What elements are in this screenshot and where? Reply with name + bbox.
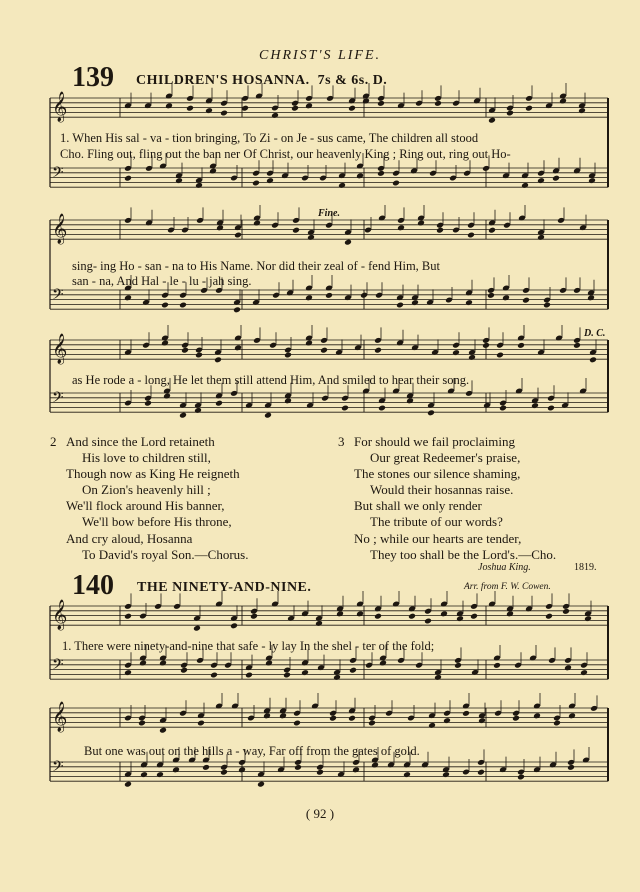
- note-head: [378, 405, 386, 412]
- note-head: [564, 664, 572, 671]
- note-head: [279, 712, 287, 719]
- note-head: [220, 110, 228, 117]
- verse-2-number: 2: [50, 434, 57, 449]
- note-head: [434, 674, 442, 681]
- note-head: [159, 727, 167, 734]
- note-head: [403, 771, 411, 778]
- note-head: [139, 660, 147, 667]
- note-head: [493, 662, 501, 669]
- note-head: [522, 297, 530, 304]
- note-head: [424, 618, 432, 625]
- note-head: [234, 344, 242, 351]
- note-head: [440, 610, 448, 617]
- note-head: [578, 107, 586, 114]
- note-head: [462, 710, 470, 717]
- fine-mark: Fine.: [318, 208, 340, 219]
- note-head: [568, 712, 576, 719]
- note-head: [291, 105, 299, 112]
- verse-line: Though now as King He reigneth: [66, 466, 240, 482]
- note-head: [161, 340, 169, 347]
- note-head: [502, 294, 510, 301]
- note-head: [341, 405, 349, 412]
- note-head: [379, 660, 387, 667]
- note-head: [252, 180, 260, 187]
- hymn-139-lyric-line2-verse: sing- ing Ho - san - na to His Name. Nor did their zeal of - fend Him, But: [72, 259, 440, 273]
- verse-line: Our great Redeemer's praise,: [370, 450, 521, 466]
- verse-line: And cry aloud, Hosanna: [66, 530, 193, 546]
- treble-clef-icon: 𝄞: [52, 600, 68, 630]
- running-head: CHRIST'S LIFE.: [259, 48, 381, 63]
- note-head: [305, 102, 313, 109]
- note-head: [305, 340, 313, 347]
- note-head: [436, 227, 444, 234]
- note-head: [517, 774, 525, 781]
- note-head: [408, 613, 416, 620]
- note-head: [477, 769, 485, 776]
- note-head: [525, 105, 533, 112]
- note-head: [356, 610, 364, 617]
- note-head: [547, 405, 555, 412]
- note-head: [293, 720, 301, 727]
- note-head: [521, 182, 529, 189]
- note-head: [264, 412, 272, 419]
- note-head: [338, 182, 346, 189]
- note-head: [202, 764, 210, 771]
- note-head: [467, 232, 475, 239]
- bass-clef-icon: 𝄢: [52, 286, 64, 307]
- note-head: [465, 299, 473, 306]
- treble-clef-icon: 𝄞: [52, 92, 68, 122]
- note-head: [434, 100, 442, 107]
- note-head: [325, 292, 333, 299]
- note-head: [230, 622, 238, 629]
- hymn-139-lyric-line1-verse: 1. When His sal - va - tion bringing, To Zi - on Je - sus came, The children all stood: [60, 131, 479, 145]
- note-head: [197, 720, 205, 727]
- verse-line: And since the Lord retaineth: [66, 434, 215, 449]
- note-head: [573, 342, 581, 349]
- bass-clef-icon: 𝄢: [52, 656, 64, 677]
- note-head: [336, 610, 344, 617]
- note-head: [265, 660, 273, 667]
- verse-line: But shall we only render: [354, 498, 482, 514]
- note-head: [257, 781, 265, 788]
- note-head: [496, 352, 504, 359]
- note-head: [396, 302, 404, 309]
- note-head: [214, 356, 222, 363]
- note-head: [263, 712, 271, 719]
- verse-line: For should we fail proclaiming: [354, 434, 516, 449]
- note-head: [580, 669, 588, 676]
- note-head: [442, 771, 450, 778]
- note-head: [452, 349, 460, 356]
- verse-line: Would their hosannas raise.: [370, 482, 514, 498]
- note-head: [320, 347, 328, 354]
- note-head: [356, 172, 364, 179]
- note-head: [138, 720, 146, 727]
- note-head: [284, 397, 292, 404]
- note-head: [301, 669, 309, 676]
- hymn-139-title: CHILDREN'S HOSANNA.: [136, 73, 310, 88]
- note-head: [392, 180, 400, 187]
- note-head: [195, 182, 203, 189]
- note-head: [377, 170, 385, 177]
- note-head: [193, 625, 201, 632]
- note-head: [234, 232, 242, 239]
- note-head: [179, 412, 187, 419]
- note-head: [589, 356, 597, 363]
- note-head: [456, 615, 464, 622]
- note-head: [397, 224, 405, 231]
- note-head: [294, 764, 302, 771]
- note-head: [487, 292, 495, 299]
- verse-line: We'll flock around His banner,: [66, 498, 225, 514]
- bass-clef-icon: 𝄢: [52, 758, 64, 779]
- note-head: [428, 722, 436, 729]
- note-head: [124, 669, 132, 676]
- note-head: [283, 672, 291, 679]
- note-head: [545, 613, 553, 620]
- note-head: [552, 175, 560, 182]
- note-head: [506, 110, 514, 117]
- bass-clef-icon: 𝄢: [52, 389, 64, 410]
- note-head: [195, 352, 203, 359]
- hymn-139-lyric-line3: as He rode a - long, He let them still attend Him, And smiled to hear their song.: [72, 373, 470, 387]
- note-head: [163, 393, 171, 400]
- note-head: [533, 712, 541, 719]
- verse-3: [338, 434, 556, 563]
- treble-clef-icon: 𝄞: [52, 214, 68, 244]
- hymn-139-heading: [136, 73, 387, 89]
- hymn-139-number: 139: [72, 62, 114, 93]
- note-head: [374, 347, 382, 354]
- note-head: [587, 294, 595, 301]
- hymn-140-arranger: Arr. from F. W. Cowen.: [464, 582, 551, 592]
- note-head: [194, 407, 202, 414]
- note-head: [584, 615, 592, 622]
- note-head: [374, 613, 382, 620]
- note-head: [427, 409, 435, 416]
- verse-line: On Zion's heavenly hill ;: [82, 482, 211, 498]
- verse-line: They too shall be the Lord's.—Cho.: [370, 546, 557, 562]
- hymn-140-lyric-line2: But one was out on the hills a - way, Far off from the gates of gold.: [84, 744, 420, 758]
- note-head: [271, 112, 279, 119]
- note-head: [349, 667, 357, 674]
- note-head: [144, 400, 152, 407]
- note-head: [250, 613, 258, 620]
- note-head: [181, 347, 189, 354]
- verse-line: To David's royal Son.—Chorus.: [82, 546, 249, 562]
- hymn-139-lyric-line2-chorus: san - na, And Hal - le - lu - jah sing.: [72, 274, 252, 288]
- note-head: [344, 239, 352, 246]
- page-number: ( 92 ): [305, 806, 335, 821]
- note-head: [512, 715, 520, 722]
- note-head: [468, 354, 476, 361]
- note-head: [488, 117, 496, 124]
- note-head: [180, 667, 188, 674]
- note-head: [165, 102, 173, 109]
- note-head: [377, 100, 385, 107]
- hymn-140-lyric-line1: 1. There were ninety-and-nine that safe - ly lay In the shel - ter of the fold;: [62, 639, 435, 653]
- note-head: [333, 674, 341, 681]
- note-head: [307, 234, 315, 241]
- hymn-139-meter: 7s & 6s. D.: [317, 73, 388, 88]
- note-head: [140, 771, 148, 778]
- note-head: [284, 352, 292, 359]
- note-head: [253, 220, 261, 227]
- note-head: [553, 720, 561, 727]
- note-head: [205, 107, 213, 114]
- note-head: [443, 717, 451, 724]
- note-head: [220, 769, 228, 776]
- note-head: [316, 769, 324, 776]
- note-head: [172, 766, 180, 773]
- note-head: [454, 662, 462, 669]
- note-head: [362, 98, 370, 105]
- verse-line: His love to children still,: [82, 450, 211, 466]
- dc-mark: D. C.: [584, 328, 606, 339]
- verse-2: [50, 434, 248, 563]
- note-head: [305, 294, 313, 301]
- note-head: [266, 177, 274, 184]
- note-head: [186, 105, 194, 112]
- hymn-139-author: Joshua King.: [478, 562, 531, 573]
- note-head: [161, 302, 169, 309]
- note-head: [124, 175, 132, 182]
- note-head: [210, 672, 218, 679]
- note-head: [559, 98, 567, 105]
- treble-clef-icon: 𝄞: [52, 334, 68, 364]
- note-head: [371, 762, 379, 769]
- note-head: [179, 302, 187, 309]
- note-head: [478, 717, 486, 724]
- note-head: [233, 306, 241, 313]
- note-head: [406, 397, 414, 404]
- note-head: [499, 405, 507, 412]
- note-head: [215, 400, 223, 407]
- note-head: [352, 766, 360, 773]
- note-head: [209, 168, 217, 175]
- note-head: [417, 220, 425, 227]
- note-head: [315, 620, 323, 627]
- note-head: [562, 608, 570, 615]
- note-head: [588, 177, 596, 184]
- note-head: [488, 227, 496, 234]
- note-head: [537, 177, 545, 184]
- note-head: [124, 294, 132, 301]
- note-head: [156, 771, 164, 778]
- verse-3-number: 3: [338, 434, 345, 449]
- note-head: [411, 299, 419, 306]
- hymn-140-title: THE NINETY-AND-NINE.: [137, 580, 312, 595]
- bass-clef-icon: 𝄢: [52, 164, 64, 185]
- note-head: [537, 234, 545, 241]
- note-head: [543, 302, 551, 309]
- verse-line: We'll bow before His throne,: [82, 514, 232, 530]
- note-head: [175, 177, 183, 184]
- note-head: [124, 781, 132, 788]
- note-head: [124, 613, 132, 620]
- note-head: [329, 715, 337, 722]
- verse-line: No ; while our hearts are tender,: [354, 530, 522, 546]
- note-head: [216, 224, 224, 231]
- note-head: [506, 610, 514, 617]
- note-head: [348, 715, 356, 722]
- note-head: [531, 402, 539, 409]
- note-head: [238, 766, 246, 773]
- note-head: [159, 660, 167, 667]
- hymn-140-number: 140: [72, 570, 114, 601]
- verse-line: The stones our silence shaming,: [354, 466, 521, 482]
- note-head: [567, 764, 575, 771]
- treble-clef-icon: 𝄞: [52, 702, 68, 732]
- hymn-139-year: 1819.: [574, 562, 597, 573]
- note-head: [368, 720, 376, 727]
- note-head: [482, 342, 490, 349]
- note-head: [348, 105, 356, 112]
- hymn-139-lyric-line1-chorus: Cho. Fling out, fling out the ban ner Of Christ, our heavenly King ; Ring out, ring out Ho-: [60, 147, 511, 161]
- note-head: [292, 227, 300, 234]
- note-head: [245, 672, 253, 679]
- note-head: [517, 342, 525, 349]
- verse-line: The tribute of our words?: [370, 514, 503, 530]
- note-head: [470, 613, 478, 620]
